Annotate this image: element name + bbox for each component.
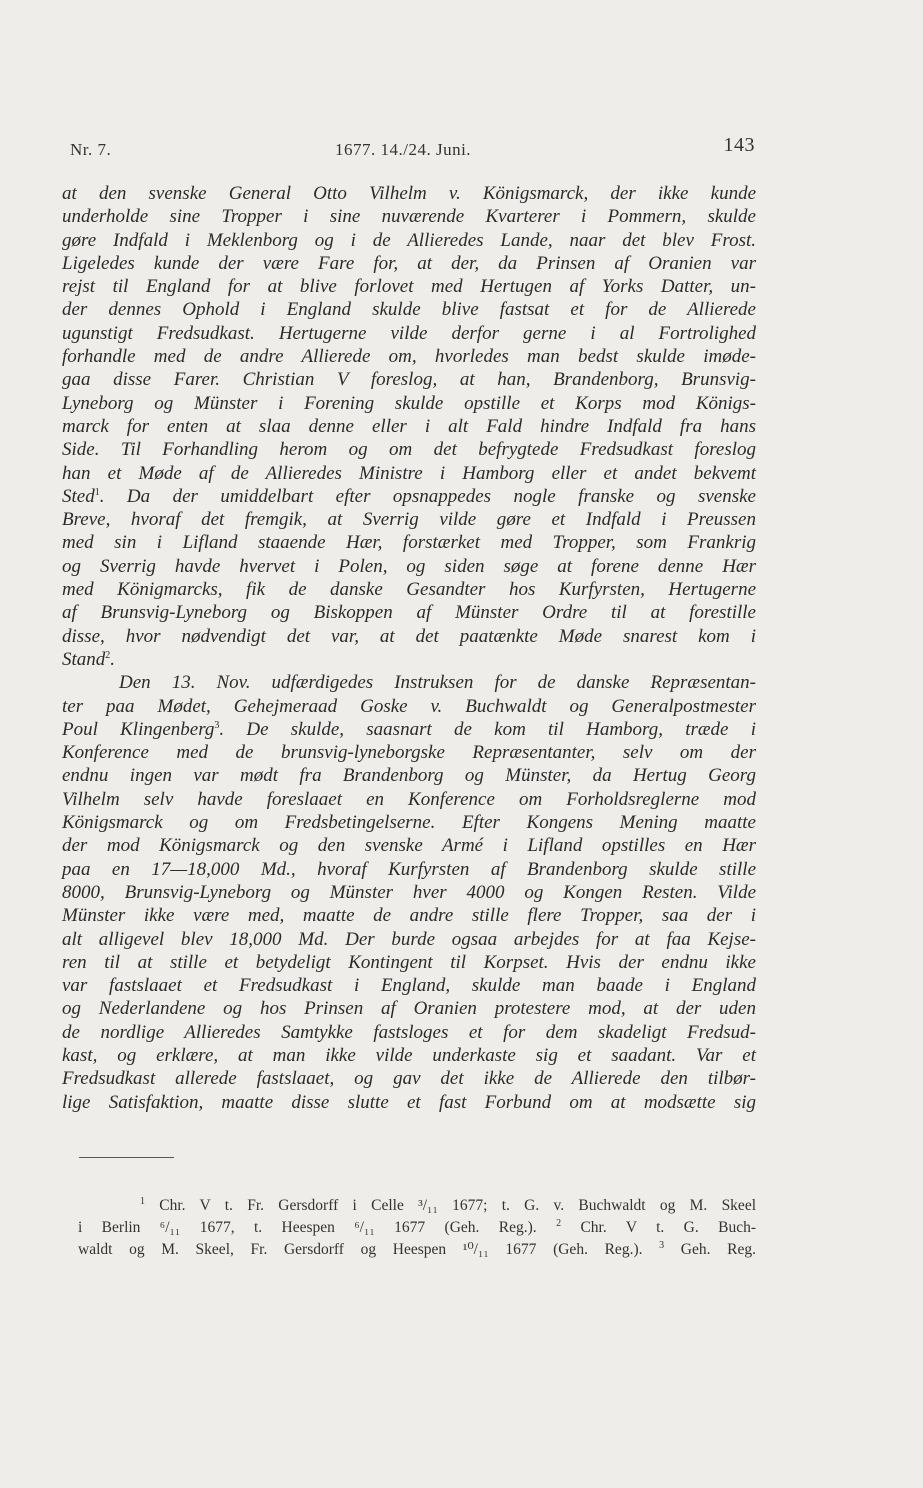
text-line: der mod Königsmarck og den svenske Armé i Lifland opstilles en Hær — [62, 835, 756, 857]
footnote-line — [78, 1217, 756, 1239]
footnote-number: 2 — [556, 1218, 562, 1229]
footnote-line — [78, 1195, 756, 1217]
footnote-text: Geh. Reg. — [680, 1241, 756, 1258]
text-line: ren til at stille et betydeligt Kontingent til Korpset. Hvis der endnu ikke — [62, 951, 756, 973]
text-line: endnu ingen var mødt fra Brandenborg og Münster, da Hertug Georg — [62, 765, 756, 787]
text-line: ter paa Mødet, Gehejmeraad Goske v. Buchwaldt og Generalpostmester — [62, 695, 756, 717]
text-line: marck for enten at slaa denne eller i alt Fald hindre Indfald fra hans — [62, 415, 756, 437]
text-line: af Brunsvig-Lyneborg og Biskoppen af Münster Ordre til at forestille — [62, 602, 756, 624]
text-line: Konference med de brunsvig-lyneborgske Repræsentanter, selv om der — [62, 742, 756, 764]
footnote-text: waldt og M. Skeel, Fr. Gersdorff og Heespen ¹⁰/₁₁ 1677 (Geh. Reg.). — [78, 1241, 643, 1258]
text-line — [62, 718, 756, 741]
footnote-number: 1 — [140, 1196, 145, 1207]
main-text — [62, 182, 756, 1114]
text-line: lige Satisfaktion, maatte disse slutte et fast Forbund om at modsætte sig — [62, 1091, 756, 1113]
text-line: Königsmarck og om Fredsbetingelserne. Efter Kongens Mening maatte — [62, 812, 756, 834]
text-line: Side. Til Forhandling herom og om det befrygtede Fredsudkast foreslog — [62, 439, 756, 461]
footnote-ref: 3 — [214, 719, 220, 731]
text-line: med sin i Lifland staaende Hær, forstærket med Tropper, som Frankrig — [62, 532, 756, 554]
text-line: var fastslaaet et Fredsudkast i England, skulde man baade i England — [62, 975, 756, 997]
text-line: Ligeledes kunde der være Fare for, at der, da Prinsen af Oranien var — [62, 252, 756, 274]
text-line: disse, hvor nødvendigt det var, at det paatænkte Møde snarest kom i — [62, 625, 756, 647]
running-head — [70, 134, 755, 164]
footnote-text: Chr. V t. G. Buch- — [580, 1219, 757, 1236]
page-number: 143 — [723, 134, 755, 156]
text-line: og Nederlandene og hos Prinsen af Oranien protestere mod, at der uden — [62, 998, 756, 1020]
text-line: Stand$^2$. — [62, 648, 116, 670]
text-line: kast, og erklære, at man ikke vilde underkaste sig et saadant. Var et — [62, 1044, 756, 1066]
text-fragment: Sted — [62, 485, 95, 507]
text-line: gaa disse Farer. Christian V foreslog, at han, Brandenborg, Brunsvig- — [62, 369, 756, 391]
text-fragment: . Da der umiddelbart efter opsnappedes nogle franske og svenske — [99, 485, 756, 507]
text-line: Breve, hvoraf det fremgik, at Sverrig vilde gøre et Indfald i Preussen — [62, 509, 756, 531]
text-fragment: Poul Klingenberg — [62, 718, 215, 740]
footnote-ref: 1 — [94, 486, 100, 498]
text-line: forhandle med de andre Allierede om, hvorledes man bedst skulde imøde- — [62, 346, 756, 368]
text-fragment: . De skulde, saasnart de kom til Hamborg, træde i — [219, 718, 756, 740]
footnote-divider — [79, 1157, 174, 1158]
text-line: Fredsudkast allerede fastslaaet, og gav det ikke de Allierede den tilbør- — [62, 1068, 756, 1090]
text-line: ugunstigt Fredsudkast. Hertugerne vilde derfor gerne i al Fortrolighed — [62, 322, 756, 344]
text-line: underholde sine Tropper i sine nuværende Kvarterer i Pommern, skulde — [62, 206, 756, 228]
footnotes — [78, 1195, 756, 1261]
text-line: rejst til England for at blive forlovet med Hertugen af Yorks Datter, un- — [62, 276, 756, 298]
text-line: Vilhelm selv havde foreslaaet en Konference om Forholdsreglerne mod — [62, 788, 756, 810]
text-line: de nordlige Allieredes Samtykke fastsloges et for dem skadeligt Fredsud- — [62, 1021, 756, 1043]
footnote-ref: 2 — [105, 649, 111, 661]
footnote-text: Chr. V t. Fr. Gersdorff i Celle ³/₁₁ 1677; t. G. v. Buchwaldt og M. Skeel — [159, 1197, 756, 1214]
footnote-number: 3 — [659, 1240, 665, 1251]
text-line — [62, 485, 756, 508]
footnote-text: i Berlin ⁶/₁₁ 1677, t. Heespen ⁶/₁₁ 1677 (Geh. Reg.). — [78, 1219, 537, 1236]
text-line: Den 13. Nov. udfærdigedes Instruksen for de danske Repræsentan- — [119, 672, 756, 694]
text-line: med Königmarcks, fik de danske Gesandter hos Kurfyrsten, Hertugerne — [62, 579, 756, 601]
text-line: Münster ikke være med, maatte de andre stille flere Tropper, saa der i — [62, 905, 756, 927]
text-line: gøre Indfald i Meklenborg og i de Allieredes Lande, naar det blev Frost. — [62, 229, 756, 251]
text-line: han et Møde af de Allieredes Ministre i Hamborg eller et andet bekvemt — [62, 462, 756, 484]
text-line: paa en 17—18,000 Md., hvoraf Kurfyrsten af Brandenborg skulde stille — [62, 858, 756, 880]
footnote-line — [78, 1239, 756, 1261]
issue-number: Nr. 7. — [70, 140, 112, 159]
text-line: der dennes Ophold i England skulde blive fastsat et for de Allierede — [62, 299, 756, 321]
text-line: Lyneborg og Münster i Forening skulde opstille et Korps mod Königs- — [62, 392, 756, 414]
text-line: 8000, Brunsvig-Lyneborg og Münster hver 4000 og Kongen Resten. Vilde — [62, 881, 756, 903]
text-line: at den svenske General Otto Vilhelm v. Königsmarck, der ikke kunde — [62, 183, 756, 204]
date-heading: 1677. 14./24. Juni. — [335, 140, 472, 159]
text-line: og Sverrig havde hvervet i Polen, og siden søge at forene denne Hær — [62, 555, 756, 577]
text-fragment: Stand — [62, 648, 106, 670]
text-line: alt alligevel blev 18,000 Md. Der burde ogsaa arbejdes for at faa Kejse- — [62, 928, 756, 950]
